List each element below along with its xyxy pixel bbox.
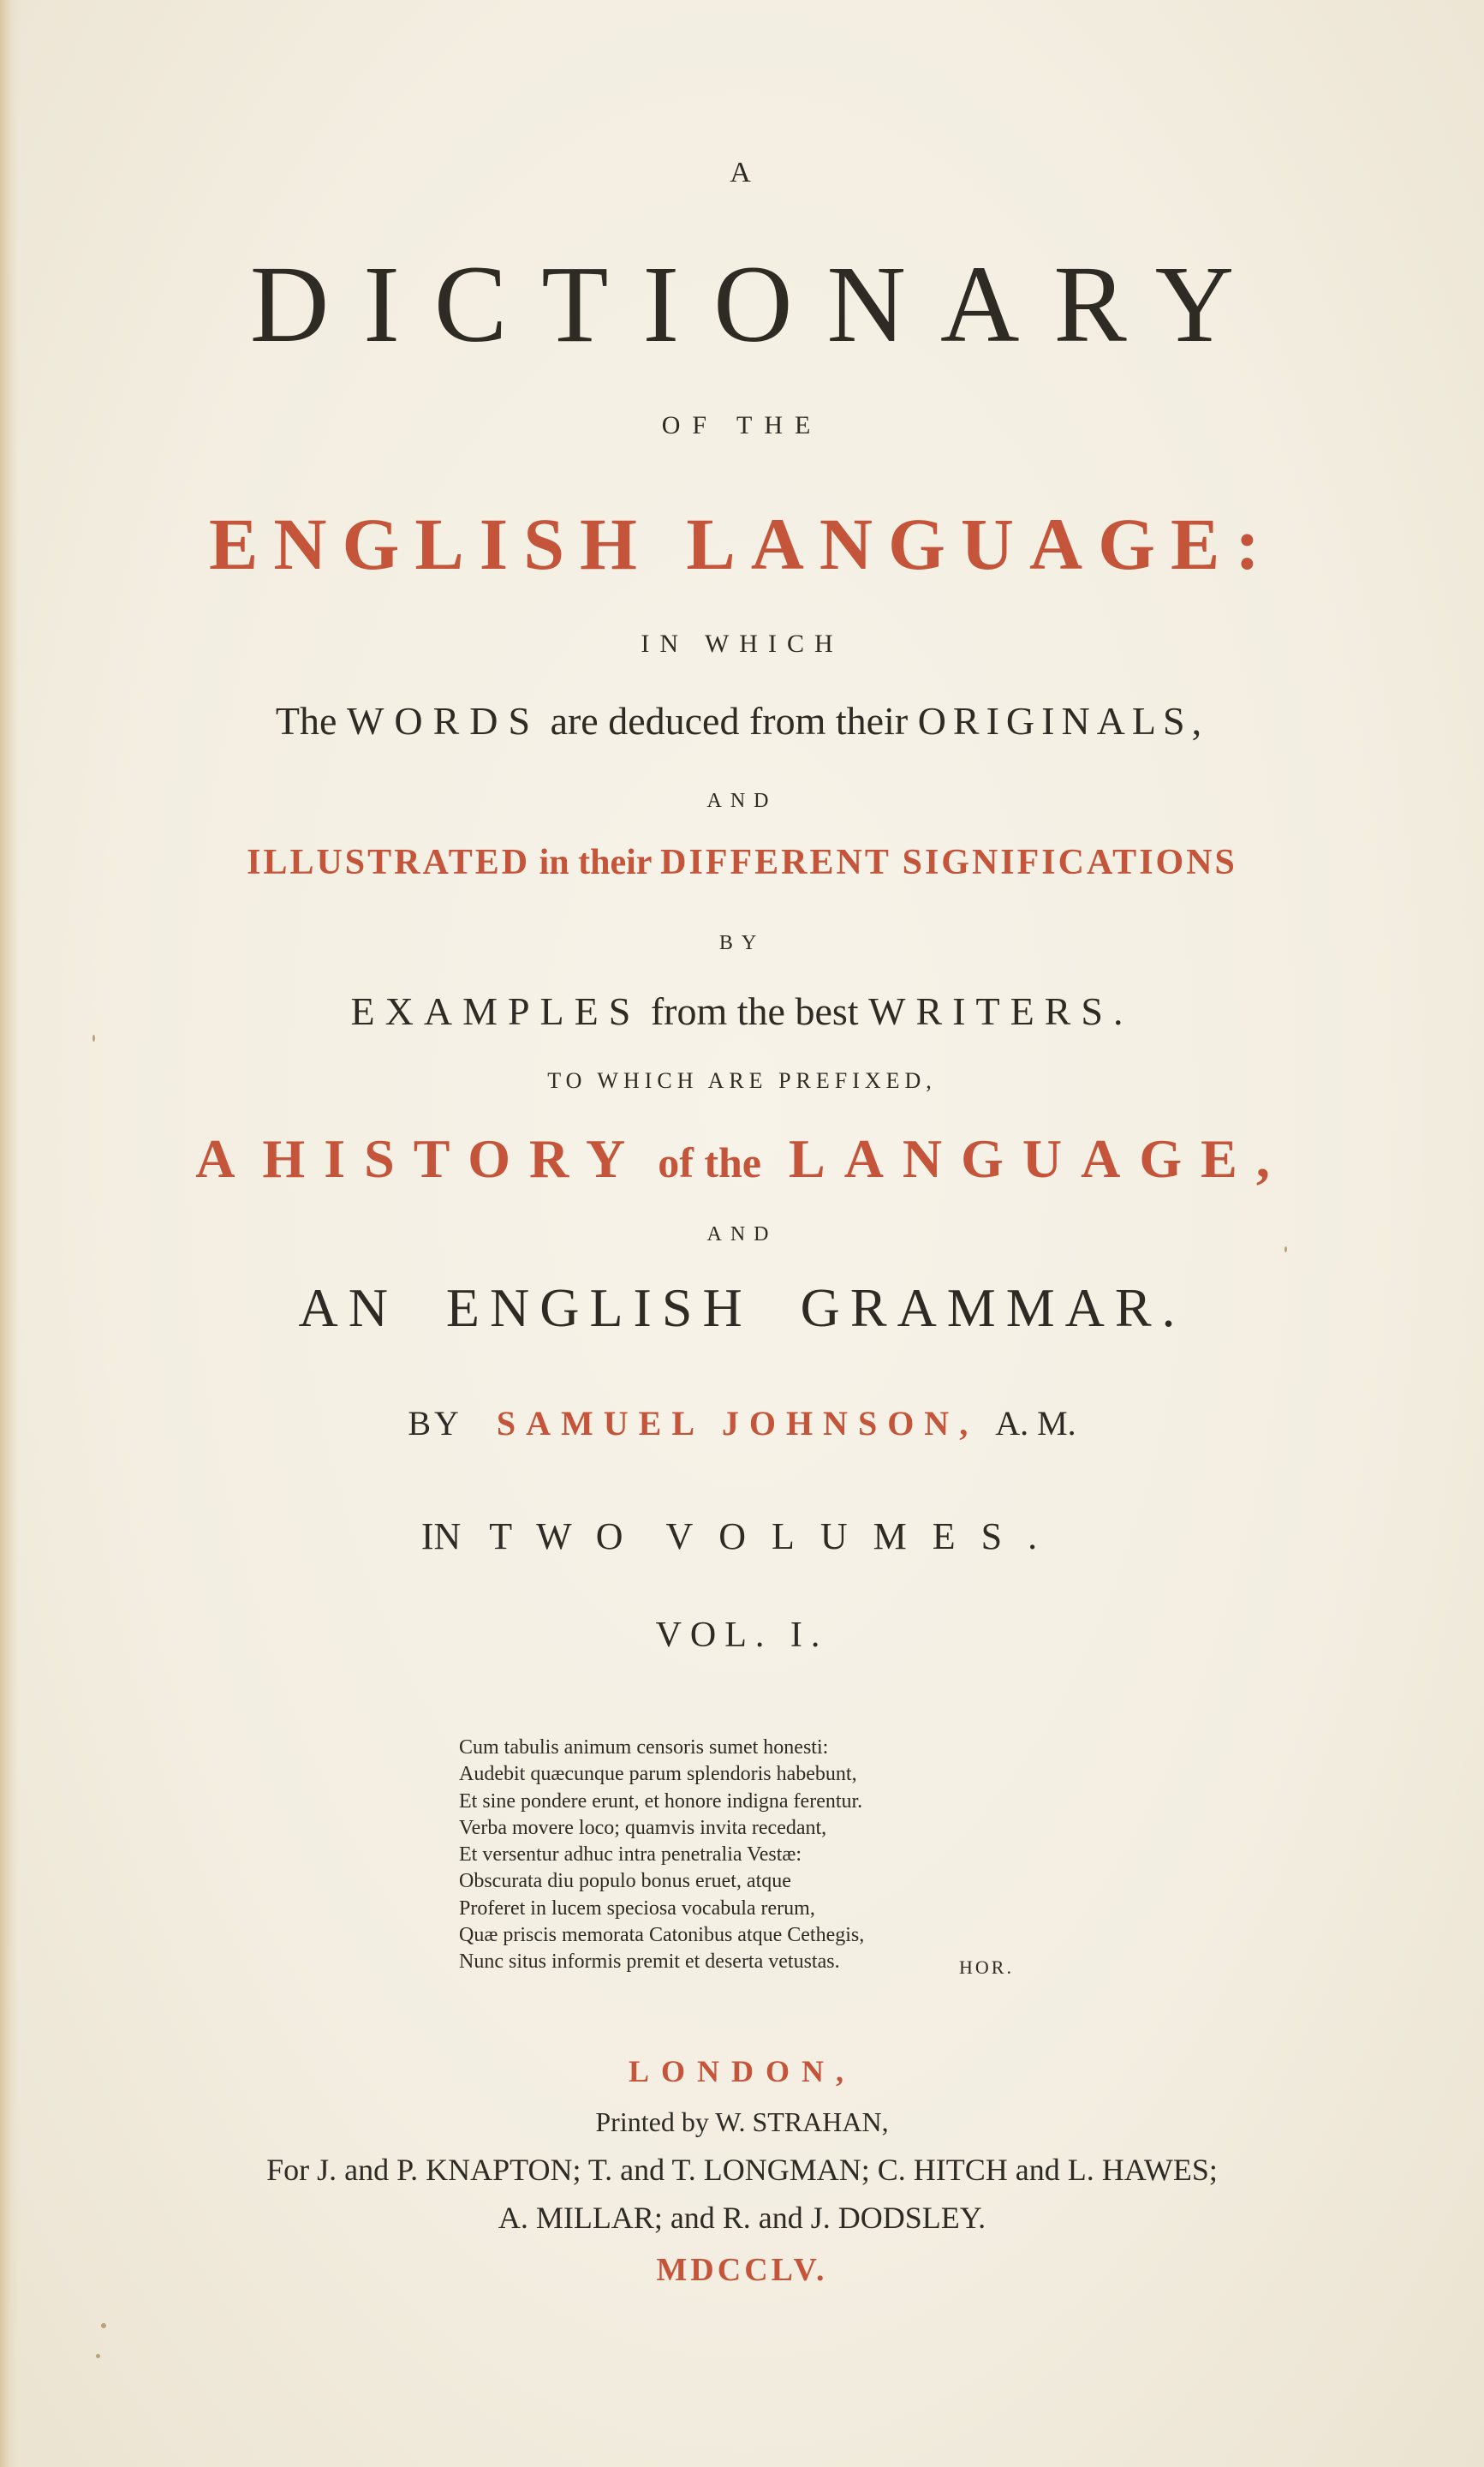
epigraph <box>459 1735 990 1976</box>
words-pre: The <box>275 699 347 743</box>
by-line-1: BY <box>718 932 766 954</box>
volumes-in: IN <box>420 1515 462 1557</box>
imprint-booksellers-2: A. MILLAR; and R. and J. DODSLEY. <box>498 2201 986 2235</box>
imprint-date: MDCCLV. <box>656 2252 828 2288</box>
volumes-two: TWO <box>489 1515 647 1557</box>
illustrated-mid: in their <box>530 843 661 882</box>
grammar-line <box>0 1276 1484 1340</box>
paper-speck <box>101 2323 106 2328</box>
examples-line <box>0 989 1484 1034</box>
paper-speck <box>1284 1246 1287 1252</box>
subject-title: ENGLISH LANGUAGE: <box>209 503 1275 585</box>
paper-speck <box>92 1035 95 1042</box>
history-mid: of the <box>658 1138 761 1186</box>
words-mid: are deduced from their <box>540 699 918 743</box>
in-which-line: IN WHICH <box>641 630 843 658</box>
volume-number: VOL. I. <box>655 1616 829 1655</box>
illustrated-line <box>0 842 1484 883</box>
language-caps: LANGUAGE, <box>789 1128 1289 1189</box>
epigraph-attribution: HOR. <box>959 1956 1014 1978</box>
author-degree: A. M. <box>995 1404 1076 1443</box>
writers-caps: WRITERS. <box>868 989 1134 1033</box>
examples-caps: EXAMPLES <box>350 989 641 1033</box>
illustrated-caps: ILLUSTRATED <box>247 843 531 882</box>
words-line <box>0 698 1484 744</box>
history-a: A <box>195 1128 235 1189</box>
paper-speck <box>96 2354 100 2358</box>
prefixed-line: TO WHICH ARE PREFIXED, <box>547 1068 937 1093</box>
grammar-english: ENGLISH <box>445 1277 753 1338</box>
different-caps: DIFFERENT SIGNIFICATIONS <box>660 843 1237 882</box>
main-title: DICTIONARY <box>249 243 1269 365</box>
epigraph-line: Verba movere loco; quamvis invita recedant, <box>459 1816 827 1839</box>
author-line <box>0 1403 1484 1443</box>
history-line <box>0 1127 1484 1191</box>
grammar-word: GRAMMAR. <box>800 1277 1186 1338</box>
examples-mid: from the best <box>641 989 869 1033</box>
of-the-line: OF THE <box>661 411 823 439</box>
words-caps: WORDS <box>346 699 541 743</box>
author-by: BY <box>408 1404 462 1443</box>
epigraph-line: Quæ priscis memorata Catonibus atque Cethegis, <box>459 1924 865 1947</box>
history-caps: HISTORY <box>262 1128 645 1189</box>
imprint-city: LONDON, <box>628 2054 855 2088</box>
and-line-1: AND <box>706 790 778 812</box>
and-line-2: AND <box>706 1223 778 1245</box>
grammar-an: AN <box>298 1277 398 1338</box>
originals-caps: ORIGINALS, <box>917 699 1209 743</box>
epigraph-line: Obscurata diu populo bonus eruet, atque <box>459 1870 791 1893</box>
epigraph-line: Audebit quæcunque parum splendoris habebunt, <box>459 1763 857 1786</box>
title-article: A <box>730 157 754 188</box>
epigraph-line: Nunc situs informis premit et deserta vetustas. <box>459 1950 840 1974</box>
author-name: SAMUEL JOHNSON, <box>496 1404 979 1443</box>
epigraph-line: Et versentur adhuc intra penetralia Vestæ: <box>459 1843 802 1867</box>
imprint-booksellers: For J. and P. KNAPTON; T. and T. LONGMAN; C. HITCH and L. HAWES; <box>266 2153 1218 2187</box>
epigraph-line: Et sine pondere erunt, et honore indigna ferentur. <box>459 1789 863 1813</box>
volumes-word: VOLUMES. <box>665 1515 1064 1557</box>
volumes-line <box>0 1514 1484 1558</box>
epigraph-line: Cum tabulis animum censoris sumet honesti: <box>459 1736 829 1759</box>
epigraph-line: Proferet in lucem speciosa vocabula rerum, <box>459 1897 815 1920</box>
imprint-printer: Printed by W. STRAHAN, <box>595 2106 889 2137</box>
